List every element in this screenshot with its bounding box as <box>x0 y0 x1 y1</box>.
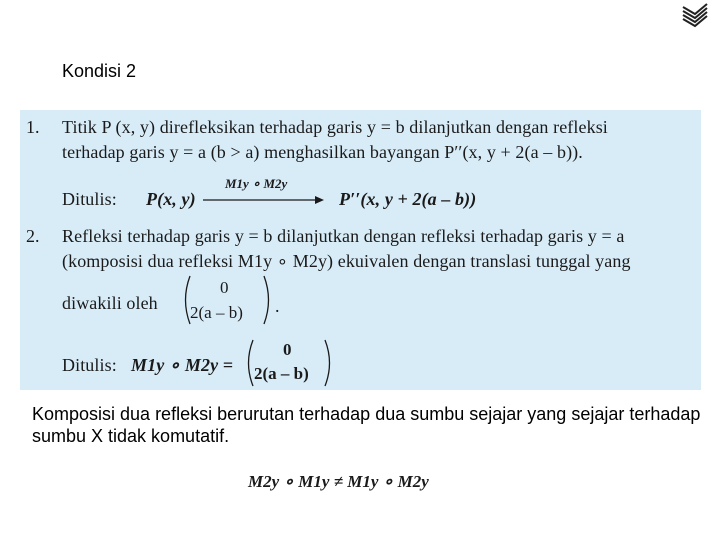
vector-bottom: 2(a – b) <box>190 303 243 322</box>
period: . <box>275 296 280 316</box>
item1-line2: terhadap garis y = a (b > a) menghasilkan bayangan P′′(x, y + 2(a – b)). <box>62 142 583 162</box>
stacked-books-icon <box>681 2 709 28</box>
right-paren-icon <box>262 274 274 326</box>
represented-by-label: diwakili oleh <box>62 293 158 313</box>
vector2-bottom: 2(a – b) <box>254 364 309 383</box>
non-commutative-formula: M2y ∘ M1y ≠ M1y ∘ M2y <box>248 472 429 491</box>
vector2-top: 0 <box>283 340 292 359</box>
caption <box>32 403 702 447</box>
item2-line1: Refleksi terhadap garis y = b dilanjutkan dengan refleksi terhadap garis y = a <box>62 226 625 246</box>
right-arrow-icon <box>203 194 325 206</box>
item1-line1 <box>62 117 694 138</box>
image-point: P′′(x, y + 2(a – b)) <box>339 189 477 209</box>
source-point: P(x, y) <box>146 189 196 209</box>
item2-number: 2. <box>26 226 40 246</box>
right-paren-2-icon <box>323 338 335 388</box>
item1-number: 1. <box>26 117 40 137</box>
page-heading: Kondisi 2 <box>62 61 137 81</box>
item2-line2: (komposisi dua refleksi M1y ∘ M2y) ekuivalen dengan translasi tunggal yang <box>62 251 631 271</box>
caption-text: Komposisi dua refleksi berurutan terhadap dua sumbu sejajar yang sejajar terhadap sumbu X tidak komutatif. <box>32 404 701 446</box>
arrow-label: M1y ∘ M2y <box>225 176 288 191</box>
composition-formula: M1y ∘ M2y = <box>131 355 234 375</box>
written-label-2: Ditulis: <box>62 355 117 375</box>
item1-line1-text: Titik P (x, y) direfleksikan terhadap garis y = b dilanjutkan dengan refleksi <box>62 117 608 137</box>
mapping-arrow <box>203 176 325 208</box>
written-label-1: Ditulis: <box>62 189 117 209</box>
vector-top: 0 <box>220 278 229 297</box>
